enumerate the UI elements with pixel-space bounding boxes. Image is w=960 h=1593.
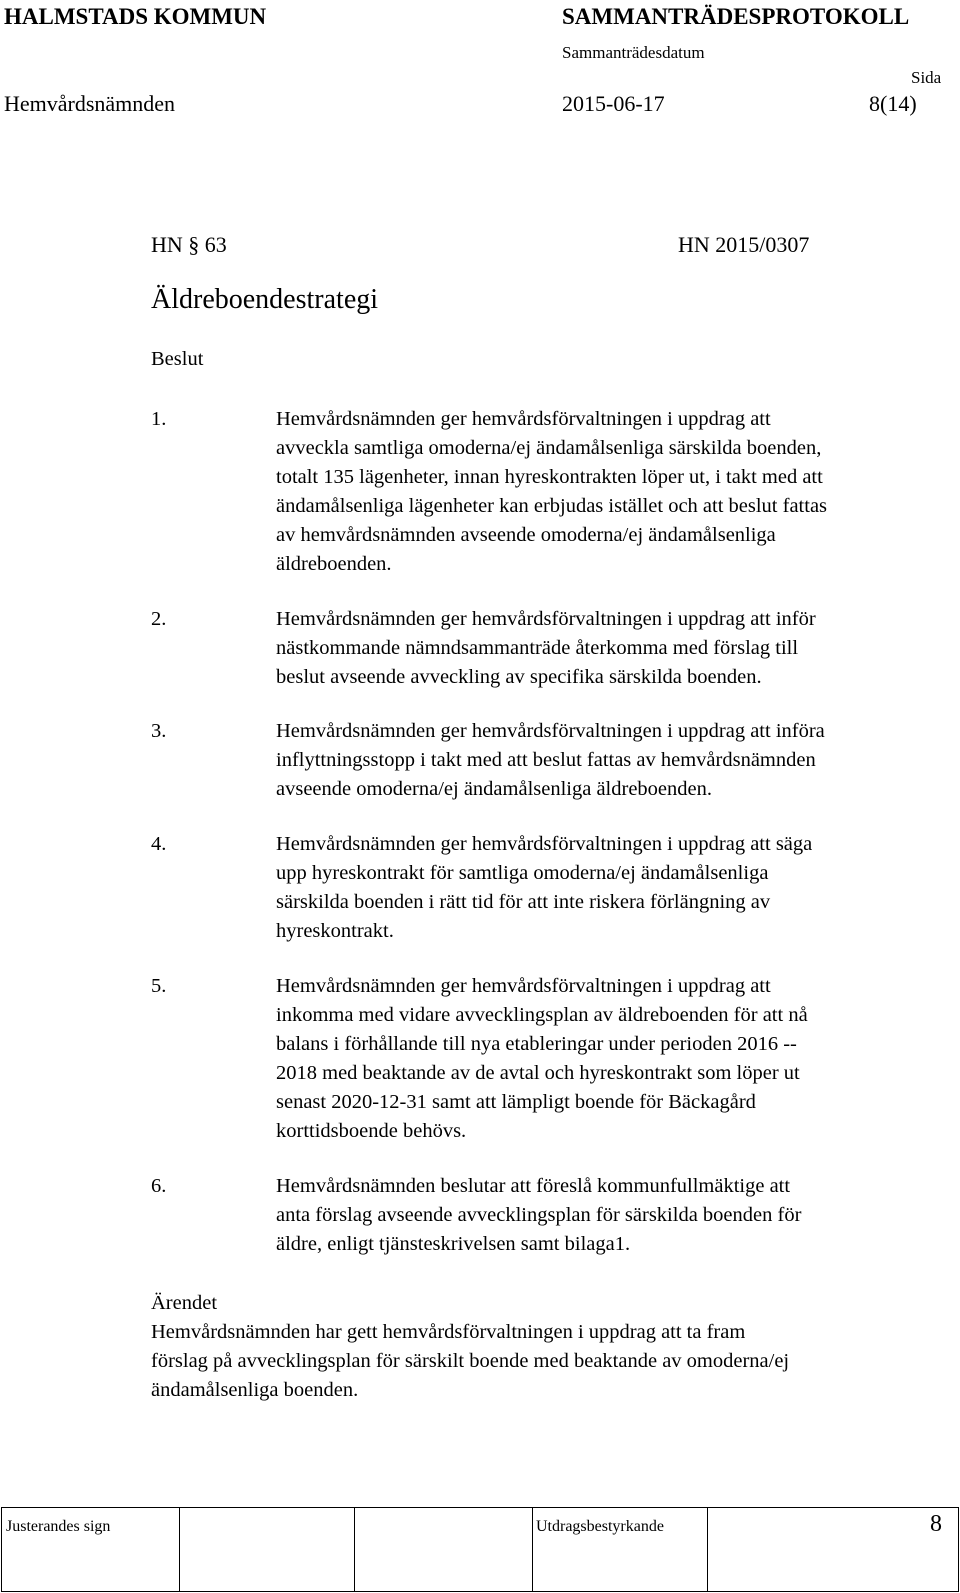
item-number: 4. — [151, 833, 167, 855]
item-line: upp hyreskontrakt för samtliga omoderna/ej ändamålsenliga — [276, 862, 769, 884]
footer-divider — [354, 1508, 355, 1591]
item-line: balans i förhållande till nya etableringar under perioden 2016 -- — [276, 1033, 797, 1055]
item-line: särskilda boenden i rätt tid för att inte riskera förlängning av — [276, 891, 771, 913]
item-number: 6. — [151, 1175, 167, 1197]
footer-table — [1, 1507, 959, 1592]
item-line: Hemvårdsnämnden ger hemvårdsförvaltningen i uppdrag att inför — [276, 608, 816, 630]
item-line: anta förslag avseende avvecklingsplan för särskilda boenden för — [276, 1204, 802, 1226]
item-number: 1. — [151, 408, 167, 430]
matter-heading: Ärendet — [151, 1292, 218, 1314]
decision-heading: Beslut — [151, 348, 204, 370]
org-name: HALMSTADS KOMMUN — [4, 4, 267, 29]
item-line: avveckla samtliga omoderna/ej ändamålsenliga särskilda boenden, — [276, 437, 822, 459]
item-line: totalt 135 lägenheter, innan hyreskontrakten löper ut, i takt med att — [276, 466, 823, 488]
item-line: senast 2020-12-31 samt att lämpligt boende för Bäckagård — [276, 1091, 756, 1113]
date-label: Sammanträdesdatum — [562, 43, 705, 62]
item-number: 5. — [151, 975, 167, 997]
document-type: SAMMANTRÄDESPROTOKOLL — [562, 4, 910, 29]
page-title: Äldreboendestrategi — [151, 284, 379, 315]
footer-divider — [532, 1508, 533, 1591]
item-line: 2018 med beaktande av de avtal och hyreskontrakt som löper ut — [276, 1062, 800, 1084]
item-number: 3. — [151, 720, 167, 742]
footer-divider — [707, 1508, 708, 1591]
item-line: beslut avseende avveckling av specifika särskilda boenden. — [276, 666, 762, 688]
item-line: avseende omoderna/ej ändamålsenliga äldreboenden. — [276, 778, 713, 800]
item-line: av hemvårdsnämnden avseende omoderna/ej ändamålsenliga — [276, 524, 776, 546]
footer-page-number: 8 — [930, 1511, 942, 1537]
item-line: hyreskontrakt. — [276, 920, 394, 942]
case-number: HN 2015/0307 — [678, 232, 810, 257]
footer-divider — [179, 1508, 180, 1591]
matter-line: Hemvårdsnämnden har gett hemvårdsförvaltningen i uppdrag att ta fram — [151, 1321, 746, 1343]
item-number: 2. — [151, 608, 167, 630]
item-line: äldreboenden. — [276, 553, 392, 575]
matter-line: ändamålsenliga boenden. — [151, 1379, 359, 1401]
sign-label: Justerandes sign — [6, 1518, 111, 1535]
item-line: ändamålsenliga lägenheter kan erbjudas istället och att beslut fattas — [276, 495, 828, 517]
item-line: Hemvårdsnämnden ger hemvårdsförvaltningen i uppdrag att säga — [276, 833, 813, 855]
item-line: korttidsboende behövs. — [276, 1120, 467, 1142]
meeting-date: 2015-06-17 — [562, 91, 665, 116]
item-line: äldre, enligt tjänsteskrivelsen samt bilaga1. — [276, 1233, 631, 1255]
item-line: Hemvårdsnämnden ger hemvårdsförvaltningen i uppdrag att — [276, 408, 771, 430]
committee-name: Hemvårdsnämnden — [4, 91, 176, 116]
page-number: 8(14) — [869, 91, 917, 116]
matter-line: förslag på avvecklingsplan för särskilt boende med beaktande av omoderna/ej — [151, 1350, 790, 1372]
item-line: Hemvårdsnämnden ger hemvårdsförvaltningen i uppdrag att — [276, 975, 771, 997]
paragraph-number: HN § 63 — [151, 232, 227, 257]
item-line: Hemvårdsnämnden beslutar att föreslå kommunfullmäktige att — [276, 1175, 791, 1197]
page-label: Sida — [911, 68, 942, 87]
item-line: inkomma med vidare avvecklingsplan av äldreboenden för att nå — [276, 1004, 808, 1026]
item-line: inflyttningsstopp i takt med att beslut fattas av hemvårdsnämnden — [276, 749, 816, 771]
item-line: nästkommande nämndsammanträde återkomma med förslag till — [276, 637, 799, 659]
item-line: Hemvårdsnämnden ger hemvårdsförvaltningen i uppdrag att införa — [276, 720, 825, 742]
extract-label: Utdragsbestyrkande — [536, 1518, 664, 1535]
